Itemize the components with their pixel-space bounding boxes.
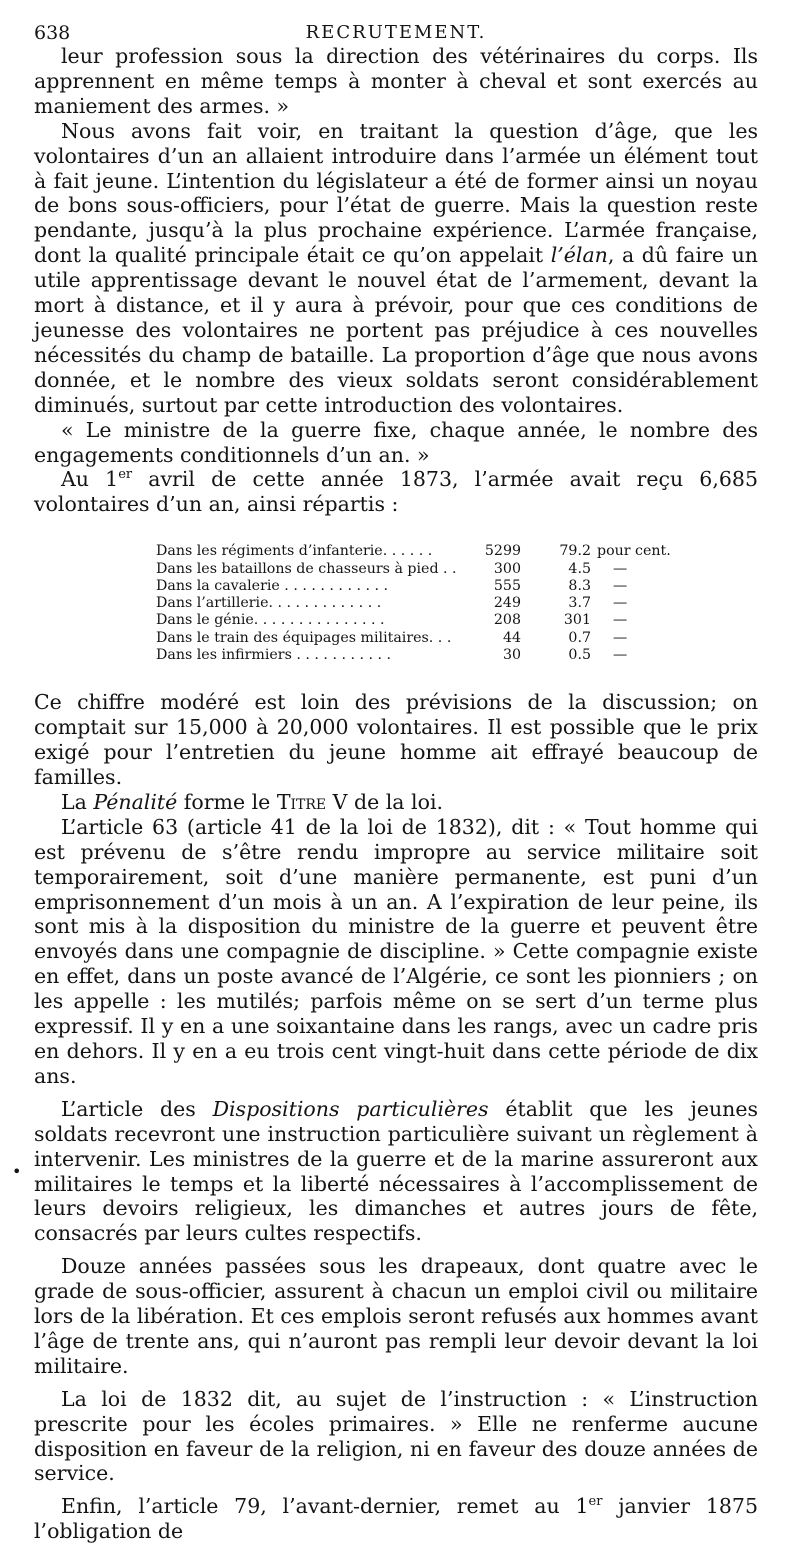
page-number: 638 [34, 22, 71, 44]
row-percent: 3.7 [568, 595, 591, 612]
row-count: 30 [502, 647, 521, 663]
row-label: Dans le train des équipages militaires. . . [156, 629, 452, 646]
text-run: Titre [276, 789, 327, 814]
page-header [34, 0, 758, 44]
text-run: Au 1 [61, 467, 119, 492]
table-row [156, 543, 671, 560]
row-percent: 0.7 [568, 629, 591, 646]
paragraph [34, 1387, 758, 1487]
paragraph [34, 119, 758, 418]
row-label: Dans l’artillerie. . . . . . . . . . . . . [156, 595, 382, 612]
paragraph [34, 790, 758, 815]
text-run: L’article des [61, 1096, 213, 1121]
row-label: Dans la cavalerie . . . . . . . . . . . . [156, 577, 389, 594]
row-count: 208 [493, 612, 521, 629]
table-row [156, 612, 671, 629]
paragraph [34, 44, 758, 119]
table-row [156, 647, 671, 664]
running-head: RECRUTEMENT. [305, 22, 487, 43]
row-percent: 8.3 [568, 577, 591, 594]
volunteer-distribution-table [156, 543, 671, 664]
superscript: er [118, 467, 133, 483]
table-row [156, 561, 671, 578]
text-run: La loi de 1832 dit, au sujet de l’instruction : « L’instruction prescrite pour les écoles primaires. » Elle ne renferme aucune disposition en faveur de la religion, ni en faveur des douze années de service. [34, 1386, 758, 1486]
italic-text: Pénalité [93, 789, 178, 814]
table-row [156, 630, 671, 647]
paragraph [34, 1254, 758, 1379]
text-run: Ce chiffre modéré est loin des prévisions de la discussion; on comptait sur 15,000 à 20,000 volontaires. Il est possible que le prix exigé pour l’entretien du jeune homme ait effrayé beaucoup de familles. [34, 690, 758, 790]
row-count: 555 [493, 577, 521, 594]
row-label: Dans les régiments d’infanterie. . . . . . [156, 543, 433, 560]
italic-text: l’élan [550, 243, 608, 268]
text-run: La [61, 789, 94, 814]
ditto-dash: — [613, 629, 628, 646]
row-label: Dans les infirmiers . . . . . . . . . . . [156, 647, 392, 663]
paragraph [34, 418, 758, 468]
text-run: « Le ministre de la guerre fixe, chaque année, le nombre des engagements conditionnels d’un an. » [34, 417, 758, 467]
unit-label: pour cent. [597, 543, 671, 560]
body-text [34, 44, 758, 1544]
paragraphs-bottom [34, 690, 758, 1544]
ditto-dash: — [613, 560, 628, 577]
row-percent: 0.5 [568, 647, 591, 663]
paragraph [34, 690, 758, 790]
paragraph [34, 1494, 758, 1544]
row-count: 300 [493, 560, 521, 577]
row-percent: 301 [563, 612, 591, 629]
ditto-dash: — [613, 647, 628, 663]
row-count: 249 [493, 595, 521, 612]
row-label: Dans les bataillons de chasseurs à pied . . [156, 560, 457, 577]
table-row [156, 578, 671, 595]
text-run: leur profession sous la direction des vétérinaires du corps. Ils apprennent en même temps à monter à cheval et sont exercés au maniement des armes. » [34, 44, 758, 118]
ditto-dash: — [613, 612, 628, 629]
text-run: établit que les jeunes soldats recevront une instruction particulière suivant un règlement à intervenir. Les ministres de la guerre et de la marine assureront aux militaires le temps et la liberté nécessaires à l’accomplissement de leurs devoirs religieux, les dimanches et autres jours de fête, consacrés par leurs cultes respectifs. [34, 1096, 759, 1246]
italic-text: Dispositions particulières [212, 1096, 489, 1121]
text-run: forme le [177, 789, 277, 814]
text-run: avril de cette année 1873, l’armée avait reçu 6,685 volontaires d’un an, ainsi répartis : [34, 467, 758, 517]
text-run: , a dû faire un utile apprentissage devant le nouvel état de l’armement, devant la mort à distance, et il y aura à prévoir, pour que ces conditions de jeunesse des volontaires ne portent pas préjudice à ces nouvelles nécessités du champ de bataille. La proportion d’âge que nous avons donnée, et le nombre des vieux soldats seront considérablement diminués, surtout par cette introduction des volontaires. [34, 243, 758, 417]
row-count: 44 [502, 629, 521, 646]
superscript: er [588, 1494, 603, 1510]
text-run: L’article 63 (article 41 de la loi de 1832), dit : « Tout homme qui est prévenu de s’être rendu impropre au service militaire soit temporairement, soit d’une manière permanente, est puni d’un emprisonnement d’un mois à un an. A l’expiration de leur peine, ils sont mis à la disposition du ministre de la guerre et peuvent être envoyés dans une compagnie de discipline. » Cette compagnie existe en effet, dans un poste avancé de l’Algérie, ce sont les pionniers ; on les appelle : les mutilés; parfois même on se sert d’un terme plus expressif. Il y en a une soixantaine dans les rangs, avec un cadre pris en dehors. Il y en a eu trois cent vingt-huit dans cette période de dix ans. [34, 814, 758, 1088]
paragraphs-top [34, 44, 758, 517]
text-run: V de la loi. [326, 789, 444, 814]
paragraph [34, 815, 758, 1089]
row-count: 5299 [484, 543, 521, 560]
ditto-dash: — [613, 577, 628, 594]
paragraph [34, 1097, 758, 1246]
text-run: Nous avons fait voir, en traitant la question d’âge, que les volontaires d’un an allaient introduire dans l’armée un élément tout à fait jeune. L’intention du législateur a été de former ainsi un noyau de bons sous-officiers, pour l’état de guerre. Mais la question reste pendante, jusqu’à la plus prochaine expérience. L’armée française, dont la qualité principale était ce qu’on appelait [34, 118, 758, 268]
row-label: Dans le génie. . . . . . . . . . . . . . . [156, 612, 385, 629]
row-percent: 4.5 [568, 560, 591, 577]
paragraph [34, 467, 758, 517]
text-run: Douze années passées sous les drapeaux, dont quatre avec le grade de sous-officier, assurent à chacun un emploi civil ou militaire lors de la libération. Et ces emplois seront refusés aux hommes avant l’âge de trente ans, qui n’auront pas rempli leur devoir devant la loi militaire. [34, 1254, 758, 1378]
table-row [156, 595, 671, 612]
margin-mark: • [12, 1162, 22, 1181]
text-run: Enfin, l’article 79, l’avant-dernier, remet au 1 [61, 1494, 589, 1519]
row-percent: 79.2 [559, 543, 591, 560]
text-run: janvier 1875 l’obligation de [34, 1494, 758, 1544]
ditto-dash: — [613, 595, 628, 612]
